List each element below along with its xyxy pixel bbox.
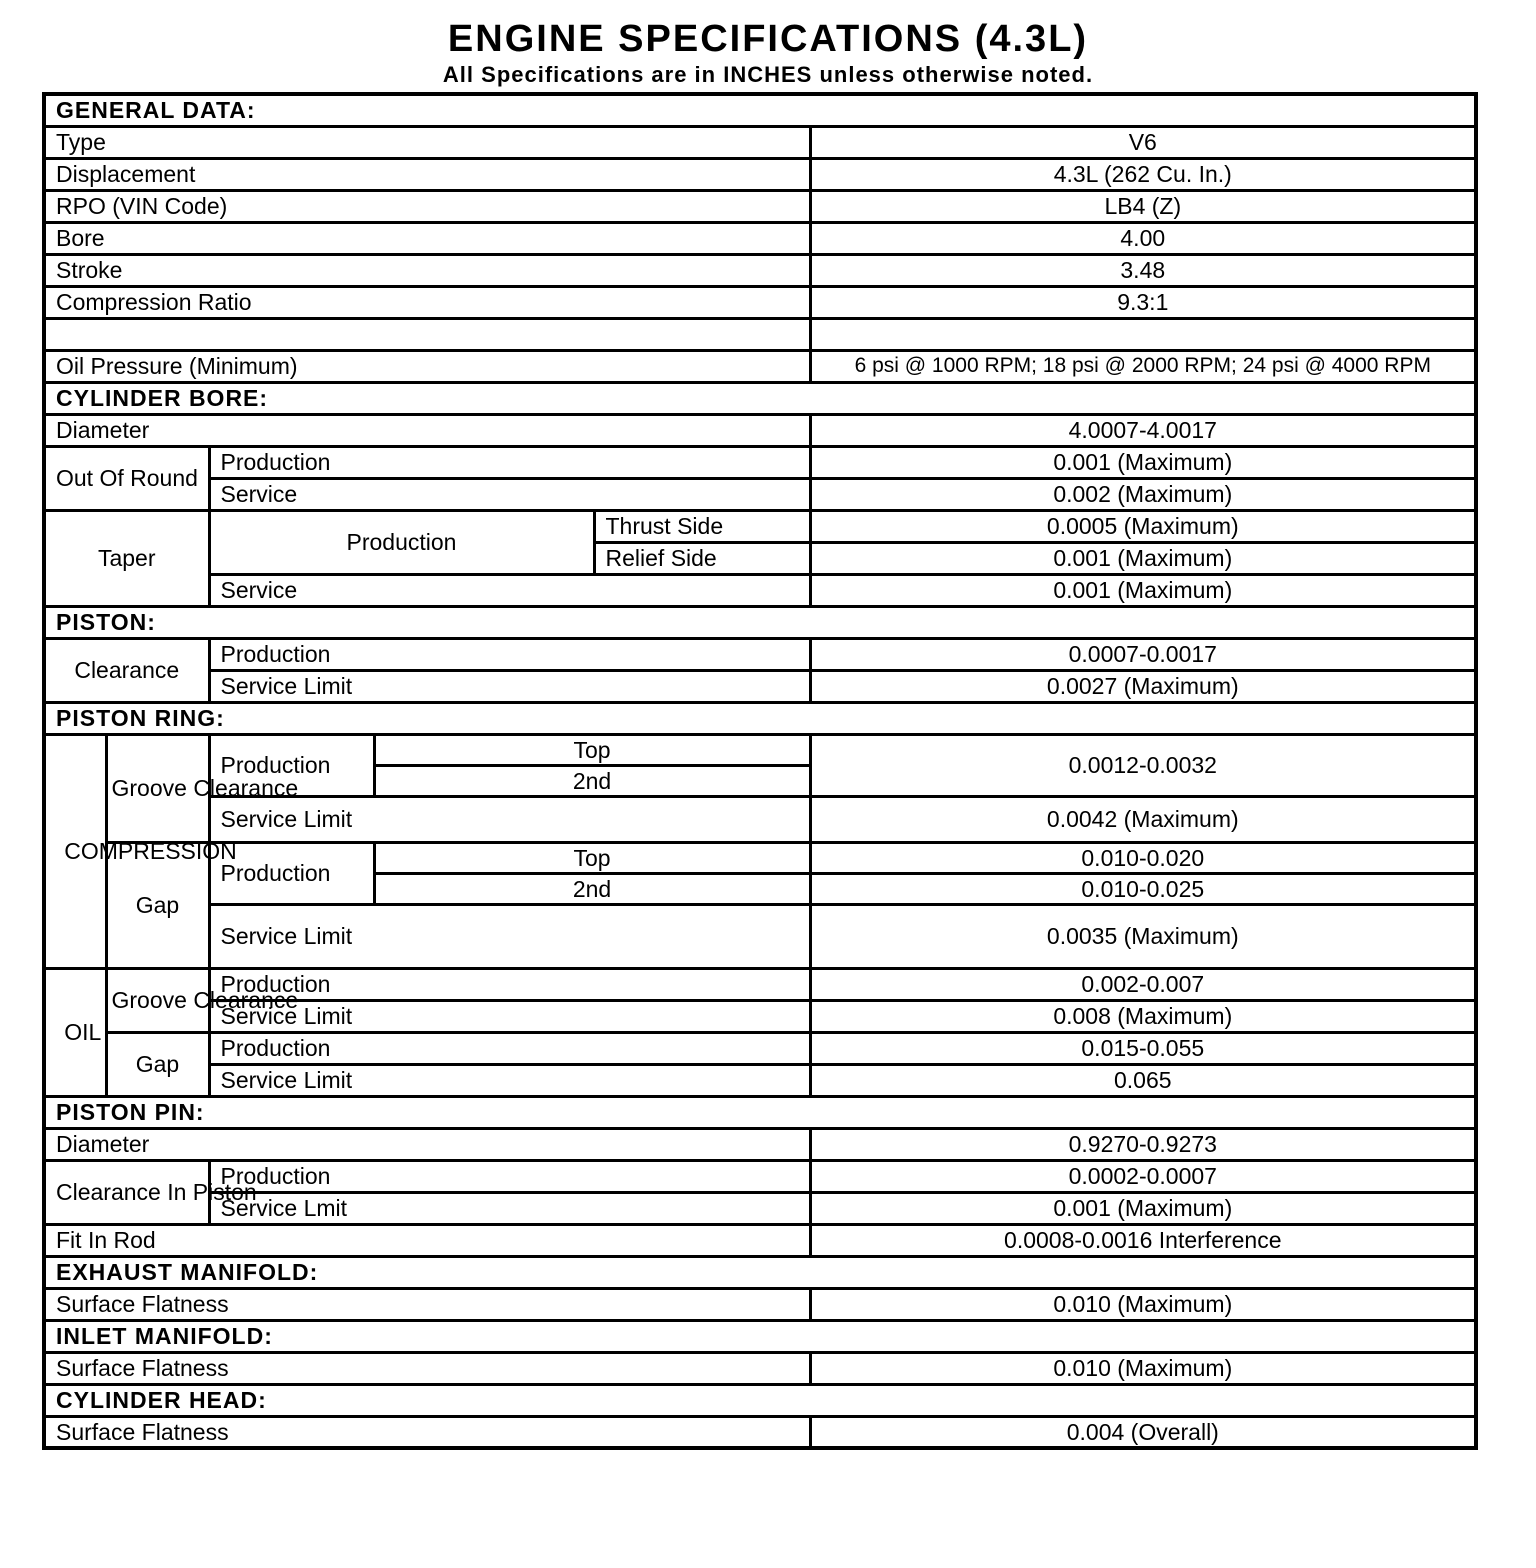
groove-clearance-label: Groove Clearance	[106, 734, 209, 842]
spec-value: 0.002 (Maximum)	[810, 478, 1476, 510]
clearance-in-piston-label: Clearance In Piston	[44, 1160, 209, 1224]
table-row	[44, 904, 1476, 968]
spec-label: Relief Side	[594, 542, 810, 574]
spec-value: 0.010 (Maximum)	[810, 1352, 1476, 1384]
spec-value: 0.001 (Maximum)	[810, 1192, 1476, 1224]
table-row	[44, 350, 1476, 382]
spec-value: 0.015-0.055	[810, 1032, 1476, 1064]
spec-label: Production	[209, 446, 810, 478]
spec-value: 0.0008-0.0016 Interference	[810, 1224, 1476, 1256]
spec-value	[810, 318, 1476, 350]
clearance-label: Clearance	[44, 638, 209, 702]
spec-label: Fit In Rod	[44, 1224, 810, 1256]
table-row	[44, 1160, 1476, 1192]
section-header-row	[44, 606, 1476, 638]
section-header-row	[44, 1320, 1476, 1352]
engine-spec-table	[42, 92, 1478, 1450]
section-exhaust-manifold: EXHAUST MANIFOLD:	[44, 1256, 1476, 1288]
table-row	[44, 1128, 1476, 1160]
groove-clearance-label: Groove Clearance	[106, 968, 209, 1032]
compression-label: COMPRESSION	[64, 838, 237, 864]
section-cylinder-head: CYLINDER HEAD:	[44, 1384, 1476, 1416]
spec-value: 0.008 (Maximum)	[810, 1000, 1476, 1032]
taper-label: Taper	[44, 510, 209, 606]
spec-value: 3.48	[810, 254, 1476, 286]
spec-value: 0.0035 (Maximum)	[810, 904, 1476, 968]
table-row	[44, 510, 1476, 542]
spec-label: Service Limit	[209, 796, 810, 842]
spec-value: 0.0002-0.0007	[810, 1160, 1476, 1192]
out-of-round-label: Out Of Round	[44, 446, 209, 510]
page-title: ENGINE SPECIFICATIONS (4.3L)	[447, 18, 1089, 60]
spec-label: Service	[209, 478, 810, 510]
spec-label: Stroke	[44, 254, 810, 286]
table-row	[44, 222, 1476, 254]
second-label: 2nd	[374, 765, 810, 796]
spec-value: 0.004 (Overall)	[810, 1416, 1476, 1448]
spec-value: 0.0042 (Maximum)	[810, 796, 1476, 842]
spec-value: 0.0005 (Maximum)	[810, 510, 1476, 542]
section-general-data: GENERAL DATA:	[44, 94, 1476, 126]
spec-value: V6	[810, 126, 1476, 158]
spec-label: Production	[209, 968, 810, 1000]
spec-label: Oil Pressure (Minimum)	[44, 350, 810, 382]
spec-label: Surface Flatness	[44, 1352, 810, 1384]
table-row	[44, 414, 1476, 446]
spec-value: 6 psi @ 1000 RPM; 18 psi @ 2000 RPM; 24 psi @ 4000 RPM	[810, 350, 1476, 382]
table-row	[44, 1032, 1476, 1064]
section-header-row	[44, 382, 1476, 414]
table-row	[44, 286, 1476, 318]
table-row	[44, 1416, 1476, 1448]
section-piston-pin: PISTON PIN:	[44, 1096, 1476, 1128]
spec-label: Service Limit	[209, 904, 810, 968]
table-row	[44, 158, 1476, 190]
spec-value: 4.00	[810, 222, 1476, 254]
spec-label: Displacement	[44, 158, 810, 190]
spec-label: Surface Flatness	[44, 1416, 810, 1448]
table-row	[44, 796, 1476, 842]
spec-label: Diameter	[44, 414, 810, 446]
table-row	[44, 254, 1476, 286]
table-row	[44, 1352, 1476, 1384]
table-row	[44, 1224, 1476, 1256]
spec-value: 0.001 (Maximum)	[810, 542, 1476, 574]
spec-label: Production	[209, 638, 810, 670]
section-inlet-manifold: INLET MANIFOLD:	[44, 1320, 1476, 1352]
spec-label: Type	[44, 126, 810, 158]
spec-label: Service Limit	[209, 1064, 810, 1096]
second-label: 2nd	[374, 873, 810, 904]
table-row-empty	[44, 318, 1476, 350]
spec-label: Production	[209, 1160, 810, 1192]
spec-label: Service	[209, 574, 810, 606]
section-piston-ring: PISTON RING:	[44, 702, 1476, 734]
spec-label: Service Lmit	[209, 1192, 810, 1224]
table-row	[44, 478, 1476, 510]
table-row	[44, 968, 1476, 1000]
top-label: Top	[374, 842, 810, 873]
spec-label: Diameter	[44, 1128, 810, 1160]
spec-value: 4.3L (262 Cu. In.)	[810, 158, 1476, 190]
table-row	[44, 1064, 1476, 1096]
spec-label: Production	[209, 734, 374, 796]
table-row	[44, 734, 1476, 765]
spec-value: 0.9270-0.9273	[810, 1128, 1476, 1160]
spec-label: Service Limit	[209, 1000, 810, 1032]
table-row	[44, 638, 1476, 670]
spec-label: Thrust Side	[594, 510, 810, 542]
spec-value: LB4 (Z)	[810, 190, 1476, 222]
section-piston: PISTON:	[44, 606, 1476, 638]
spec-value: 0.001 (Maximum)	[810, 446, 1476, 478]
spec-label: RPO (VIN Code)	[44, 190, 810, 222]
table-row	[44, 446, 1476, 478]
table-row	[44, 1288, 1476, 1320]
section-cylinder-bore: CYLINDER BORE:	[44, 382, 1476, 414]
table-row	[44, 126, 1476, 158]
section-header-row	[44, 1256, 1476, 1288]
spec-value: 0.010 (Maximum)	[810, 1288, 1476, 1320]
table-row	[44, 1000, 1476, 1032]
table-row	[44, 1192, 1476, 1224]
page-subtitle: All Specifications are in INCHES unless otherwise noted.	[442, 62, 1094, 87]
spec-label	[44, 318, 810, 350]
spec-value: 0.065	[810, 1064, 1476, 1096]
table-row	[44, 670, 1476, 702]
section-header-row	[44, 702, 1476, 734]
table-row	[44, 842, 1476, 873]
spec-label: Production	[209, 1032, 810, 1064]
table-row	[44, 574, 1476, 606]
spec-value: 0.010-0.025	[810, 873, 1476, 904]
top-label: Top	[374, 734, 810, 765]
spec-value: 0.0027 (Maximum)	[810, 670, 1476, 702]
section-header-row	[44, 1384, 1476, 1416]
spec-label: Service Limit	[209, 670, 810, 702]
spec-value: 4.0007-4.0017	[810, 414, 1476, 446]
taper-production-label: Production	[209, 510, 594, 574]
table-row	[44, 190, 1476, 222]
spec-value: 0.010-0.020	[810, 842, 1476, 873]
spec-value: 0.001 (Maximum)	[810, 574, 1476, 606]
section-header-row	[44, 94, 1476, 126]
section-header-row	[44, 1096, 1476, 1128]
spec-value: 0.002-0.007	[810, 968, 1476, 1000]
gap-label: Gap	[106, 1032, 209, 1096]
gap-label: Gap	[106, 842, 209, 968]
spec-label: Production	[209, 842, 374, 904]
spec-label: Surface Flatness	[44, 1288, 810, 1320]
spec-value: 9.3:1	[810, 286, 1476, 318]
spec-label: Compression Ratio	[44, 286, 810, 318]
spec-value: 0.0007-0.0017	[810, 638, 1476, 670]
oil-label: OIL	[64, 1019, 102, 1045]
spec-label: Bore	[44, 222, 810, 254]
spec-value: 0.0012-0.0032	[810, 734, 1476, 796]
oil-vertical-label	[44, 968, 106, 1096]
